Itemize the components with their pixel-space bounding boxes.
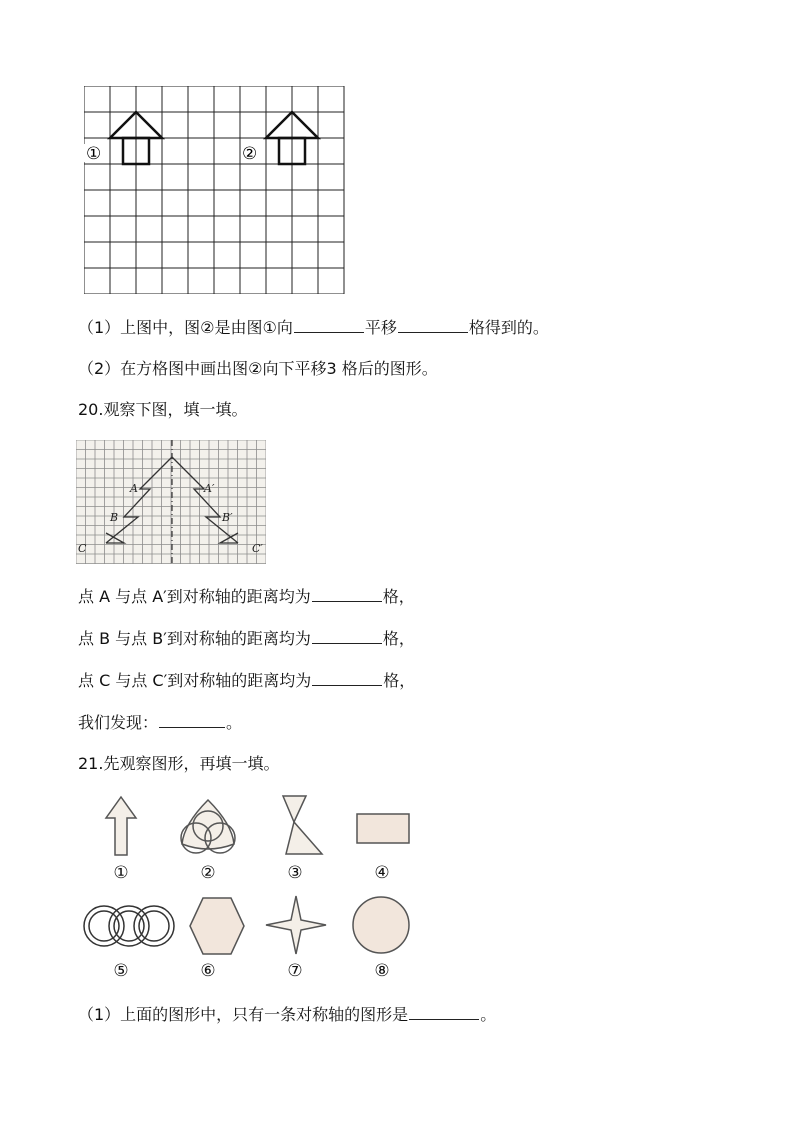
answer-blank-b[interactable] bbox=[312, 627, 382, 644]
rectangle-shape bbox=[357, 814, 409, 843]
caption-7: ⑦ bbox=[287, 961, 303, 981]
circle-shape bbox=[353, 897, 409, 953]
caption-4: ④ bbox=[374, 863, 390, 883]
label-C: C bbox=[78, 542, 87, 555]
hexagon-shape bbox=[190, 898, 244, 954]
label-figure-2: ② bbox=[242, 144, 258, 164]
question-20-line-a: 点 A 与点 A′到对称轴的距离均为 格， bbox=[78, 587, 415, 606]
three-rings-shape bbox=[84, 906, 174, 946]
answer-blank-one-axis[interactable] bbox=[409, 1003, 479, 1020]
symmetry-grid-figure bbox=[76, 440, 266, 564]
translation-grid-figure bbox=[84, 86, 348, 294]
answer-blank-a[interactable] bbox=[312, 585, 382, 602]
four-point-star-shape bbox=[266, 896, 326, 954]
question-20-finding: 我们发现： 。 bbox=[78, 713, 243, 732]
question-21-1: （1）上面的图形中，只有一条对称轴的图形是 。 bbox=[78, 1005, 497, 1024]
caption-3: ③ bbox=[287, 863, 303, 883]
caption-1: ① bbox=[113, 863, 129, 883]
caption-6: ⑥ bbox=[200, 961, 216, 981]
question-20-line-b: 点 B 与点 B′到对称轴的距离均为 格， bbox=[78, 629, 415, 648]
label-B: B bbox=[110, 511, 119, 524]
answer-blank-distance[interactable] bbox=[398, 316, 468, 333]
question-21-title: 21.先观察图形，再填一填。 bbox=[78, 754, 280, 773]
question-19-1: （1）上图中，图②是由图①向 平移 格得到的。 bbox=[78, 318, 549, 337]
answer-blank-finding[interactable] bbox=[159, 711, 225, 728]
trefoil-shape bbox=[181, 800, 235, 853]
label-B-prime: B′ bbox=[222, 511, 233, 524]
answer-blank-c[interactable] bbox=[312, 669, 382, 686]
question-19-2: （2）在方格图中画出图②向下平移3 格后的图形。 bbox=[78, 359, 438, 378]
label-figure-1: ① bbox=[86, 144, 102, 164]
arrow-up-shape bbox=[106, 797, 136, 855]
caption-8: ⑧ bbox=[374, 961, 390, 981]
caption-2: ② bbox=[200, 863, 216, 883]
hourglass-shape bbox=[283, 796, 322, 854]
label-C-prime: C′ bbox=[252, 542, 263, 555]
label-A: A bbox=[130, 482, 138, 495]
grid-lines bbox=[84, 86, 344, 294]
caption-5: ⑤ bbox=[113, 961, 129, 981]
label-A-prime: A′ bbox=[204, 482, 215, 495]
question-20-line-c: 点 C 与点 C′到对称轴的距离均为 格， bbox=[78, 671, 416, 690]
answer-blank-direction[interactable] bbox=[294, 316, 364, 333]
question-20-title: 20.观察下图，填一填。 bbox=[78, 400, 248, 419]
